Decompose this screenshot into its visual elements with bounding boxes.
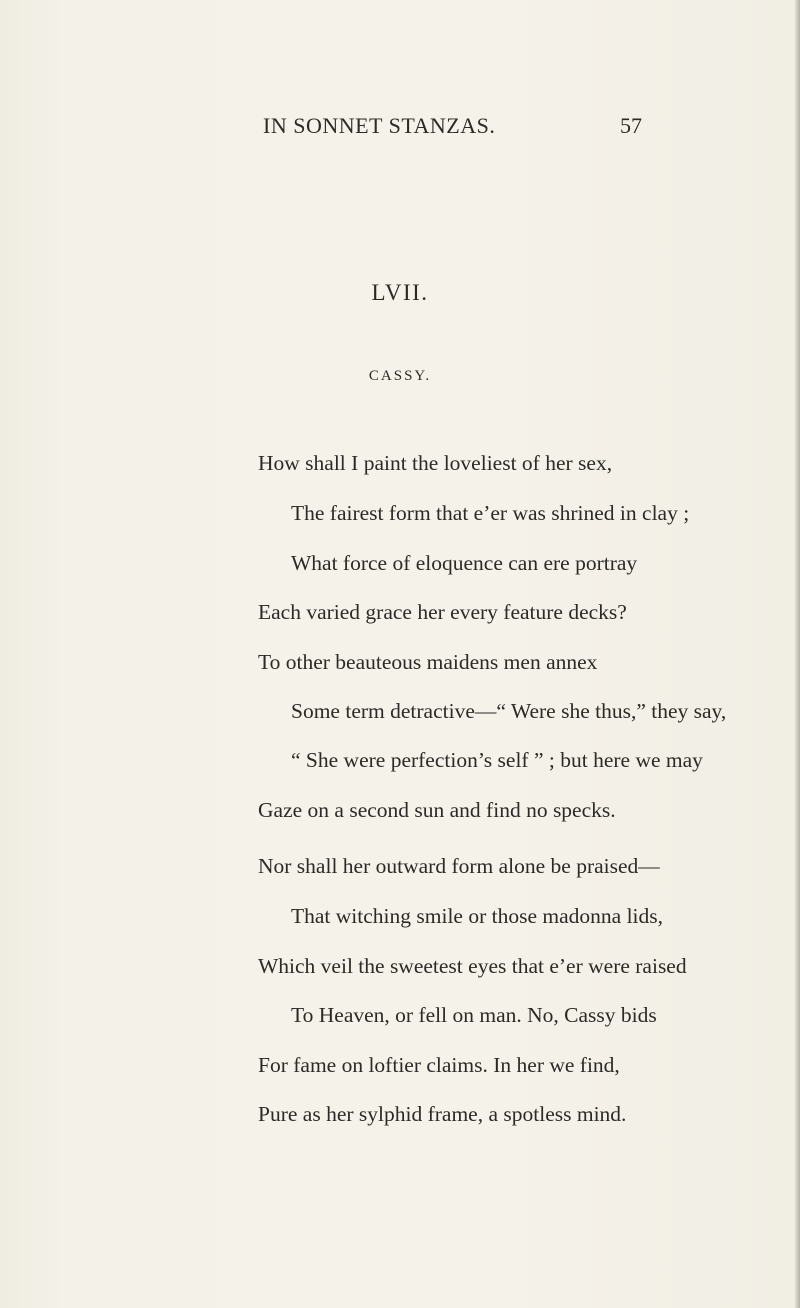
poem-line: Each varied grace her every feature decks? xyxy=(258,600,627,624)
running-head xyxy=(0,113,800,143)
poem-line: Which veil the sweetest eyes that e’er were raised xyxy=(258,954,687,978)
poem-line: “ She were perfection’s self ” ; but here we may xyxy=(291,748,703,772)
poem-line: For fame on loftier claims. In her we find, xyxy=(258,1053,620,1077)
poem-line: Pure as her sylphid frame, a spotless mind. xyxy=(258,1102,627,1126)
poem-line: How shall I paint the loveliest of her sex, xyxy=(258,451,613,475)
running-title: IN SONNET STANZAS. xyxy=(263,113,496,138)
poem-line: What force of eloquence can ere portray xyxy=(291,551,638,575)
poem-line: Gaze on a second sun and find no specks. xyxy=(258,798,616,822)
sonnet-number: LVII. xyxy=(371,280,429,305)
sonnet-title: CASSY. xyxy=(368,368,432,384)
page-number: 57 xyxy=(620,113,642,138)
poem-line: To other beauteous maidens men annex xyxy=(258,650,598,674)
poem-line: Nor shall her outward form alone be praised— xyxy=(258,854,660,878)
poem-line: To Heaven, or fell on man. No, Cassy bids xyxy=(291,1003,657,1027)
poem-line: The fairest form that e’er was shrined in clay ; xyxy=(291,501,690,525)
poem-line: Some term detractive—“ Were she thus,” they say, xyxy=(291,699,727,723)
page-edge-shadow xyxy=(794,0,800,1308)
poem-line: That witching smile or those madonna lids, xyxy=(291,904,664,928)
